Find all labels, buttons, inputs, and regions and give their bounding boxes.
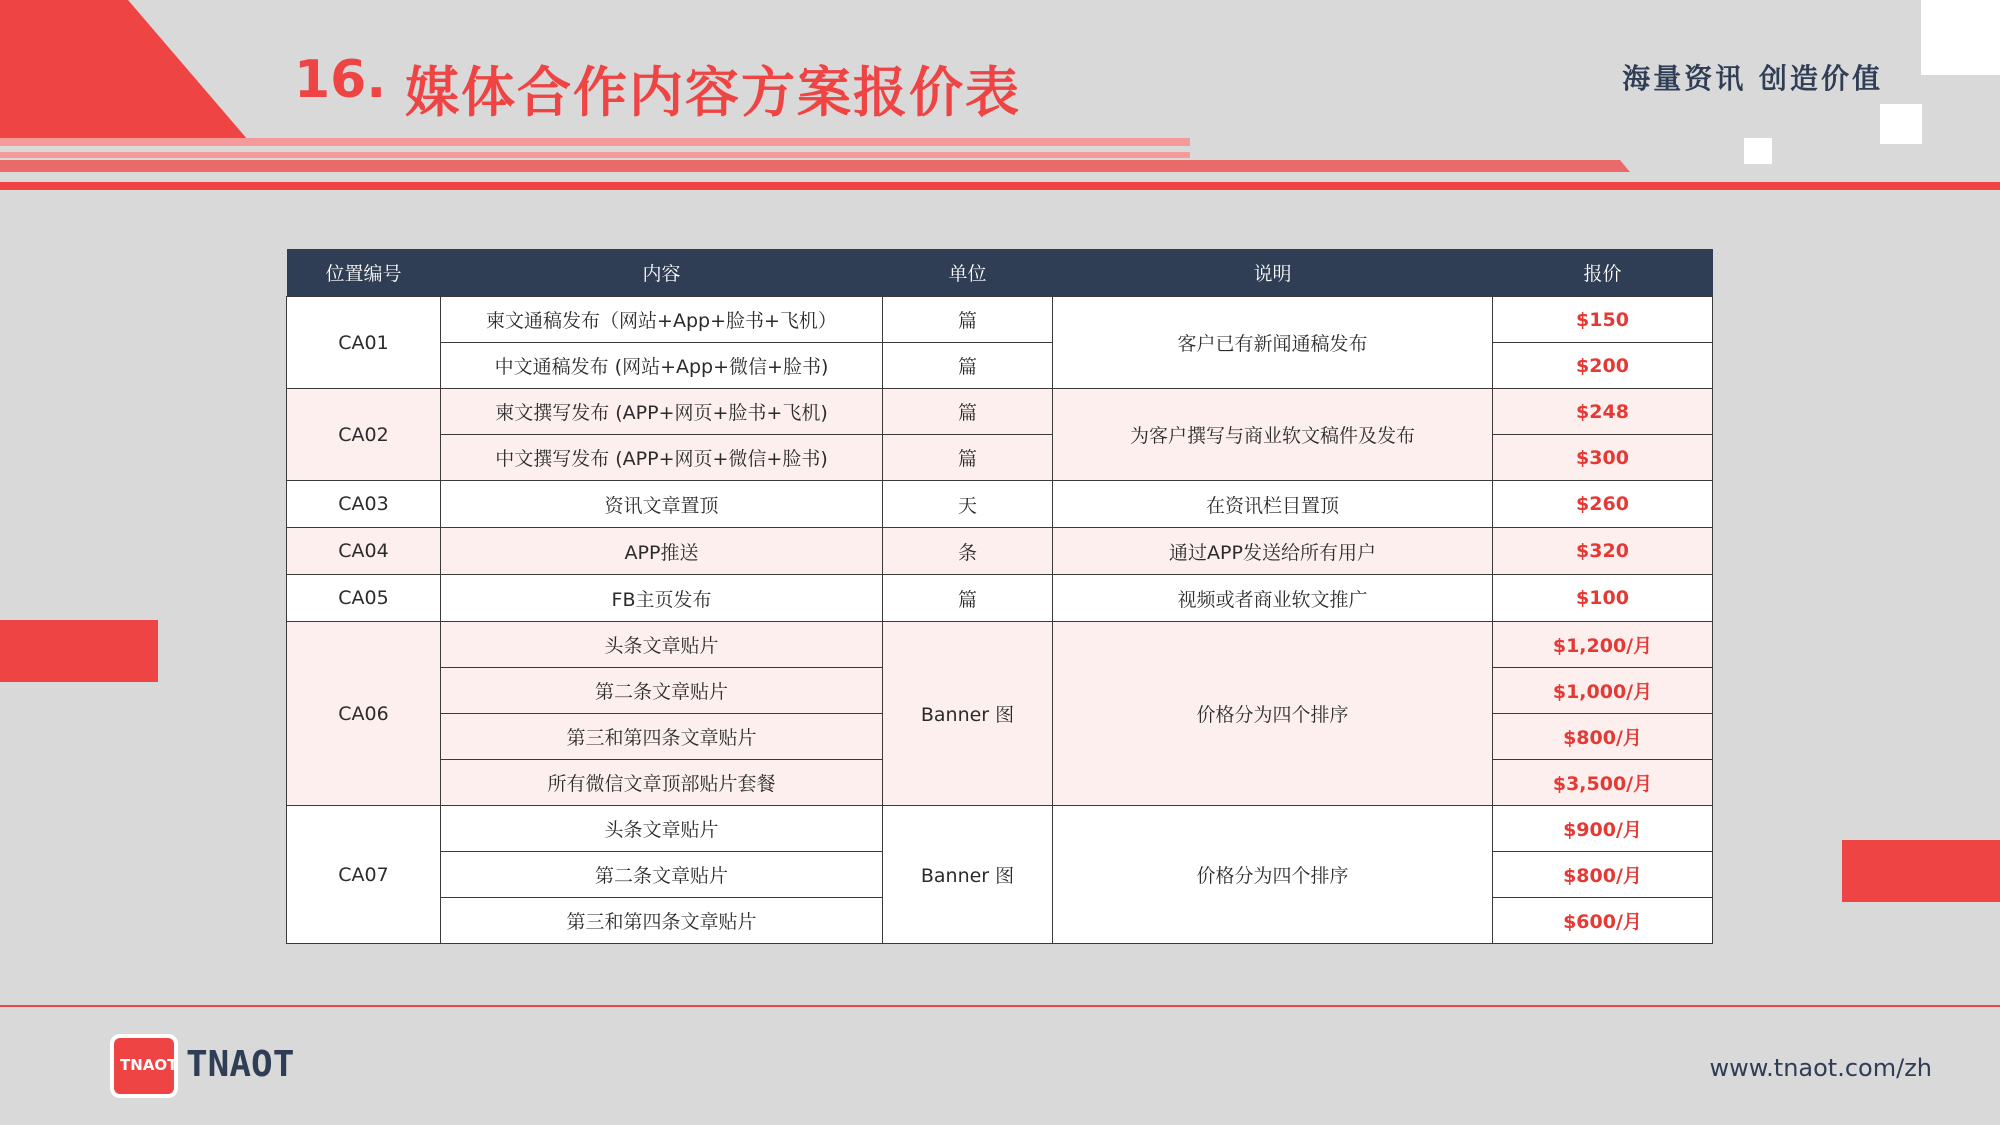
logo-icon: [110, 1034, 178, 1098]
website-url: www.tnaot.com/zh: [1709, 1054, 1932, 1082]
logo-badge-text: TNAOT: [120, 1056, 178, 1074]
table-row: [287, 575, 1713, 622]
cell-price: $300: [1493, 435, 1713, 481]
cell-code: CA04: [287, 528, 441, 575]
cell-unit: 篇: [883, 343, 1053, 389]
left-red-bar: [0, 620, 158, 682]
slogan: 海量资讯 创造价值: [1622, 62, 1883, 95]
cell-code: CA01: [287, 297, 441, 389]
header-stripe-2: [0, 152, 1190, 158]
cell-price: $248: [1493, 389, 1713, 435]
cell-desc: 在资讯栏目置顶: [1053, 481, 1493, 528]
white-square-small: [1744, 138, 1772, 164]
cell-code: CA05: [287, 575, 441, 622]
cell-content: 第二条文章贴片: [441, 852, 883, 898]
cell-unit: 篇: [883, 435, 1053, 481]
cell-content: 头条文章贴片: [441, 622, 883, 668]
cell-content: 第三和第四条文章贴片: [441, 714, 883, 760]
header-stripe-3: [0, 160, 1630, 172]
cell-content: 中文通稿发布 (网站+App+微信+脸书): [441, 343, 883, 389]
cell-desc: 客户已有新闻通稿发布: [1053, 297, 1493, 389]
col-header-code: 位置编号: [287, 249, 441, 297]
col-header-content: 内容: [441, 249, 883, 297]
col-header-unit: 单位: [883, 249, 1053, 297]
cell-content: 所有微信文章顶部贴片套餐: [441, 760, 883, 806]
logo-wordmark: TNAOT: [186, 1044, 295, 1085]
right-red-bar: [1842, 840, 2000, 902]
cell-price: $800/月: [1493, 714, 1713, 760]
header-stripe-1: [0, 138, 1190, 146]
white-square-medium: [1880, 104, 1922, 144]
cell-price: $1,200/月: [1493, 622, 1713, 668]
cell-price: $900/月: [1493, 806, 1713, 852]
cell-content: FB主页发布: [441, 575, 883, 622]
cell-desc: 视频或者商业软文推广: [1053, 575, 1493, 622]
price-table: [286, 249, 1713, 944]
cell-code: CA07: [287, 806, 441, 944]
cell-price: $1,000/月: [1493, 668, 1713, 714]
cell-price: $260: [1493, 481, 1713, 528]
table-row: [287, 297, 1713, 343]
cell-content: 头条文章贴片: [441, 806, 883, 852]
header-stripe-4: [0, 182, 2000, 190]
cell-code: CA06: [287, 622, 441, 806]
cell-price: $3,500/月: [1493, 760, 1713, 806]
col-header-price: 报价: [1493, 249, 1713, 297]
table-row: [287, 481, 1713, 528]
cell-content: 第二条文章贴片: [441, 668, 883, 714]
table-row: [287, 806, 1713, 852]
cell-desc: 为客户撰写与商业软文稿件及发布: [1053, 389, 1493, 481]
page-number: 16.: [294, 50, 387, 110]
cell-unit: 篇: [883, 389, 1053, 435]
cell-price: $800/月: [1493, 852, 1713, 898]
page-title: 媒体合作内容方案报价表: [405, 61, 1021, 124]
cell-unit: Banner 图: [883, 806, 1053, 944]
cell-code: CA02: [287, 389, 441, 481]
cell-price: $150: [1493, 297, 1713, 343]
cell-unit: 篇: [883, 575, 1053, 622]
table-row: [287, 389, 1713, 435]
cell-unit: 篇: [883, 297, 1053, 343]
table-row: [287, 528, 1713, 575]
table-row: [287, 622, 1713, 668]
cell-content: 第三和第四条文章贴片: [441, 898, 883, 944]
cell-price: $320: [1493, 528, 1713, 575]
cell-content: 柬文通稿发布（网站+App+脸书+飞机）: [441, 297, 883, 343]
cell-price: $100: [1493, 575, 1713, 622]
cell-content: 中文撰写发布 (APP+网页+微信+脸书): [441, 435, 883, 481]
table-body: [287, 297, 1713, 944]
cell-content: 柬文撰写发布 (APP+网页+脸书+飞机): [441, 389, 883, 435]
cell-desc: 通过APP发送给所有用户: [1053, 528, 1493, 575]
cell-price: $200: [1493, 343, 1713, 389]
cell-content: 资讯文章置顶: [441, 481, 883, 528]
cell-price: $600/月: [1493, 898, 1713, 944]
table-row: [287, 435, 1713, 481]
cell-code: CA03: [287, 481, 441, 528]
col-header-desc: 说明: [1053, 249, 1493, 297]
red-corner-shape: [0, 0, 248, 140]
cell-desc: 价格分为四个排序: [1053, 622, 1493, 806]
table-header-row: [287, 249, 1713, 297]
white-square-large: [1921, 0, 2000, 75]
cell-content: APP推送: [441, 528, 883, 575]
cell-unit: 条: [883, 528, 1053, 575]
table-row: [287, 343, 1713, 389]
footer-divider: [0, 1005, 2000, 1007]
cell-desc: 价格分为四个排序: [1053, 806, 1493, 944]
cell-unit: 天: [883, 481, 1053, 528]
cell-unit: Banner 图: [883, 622, 1053, 806]
